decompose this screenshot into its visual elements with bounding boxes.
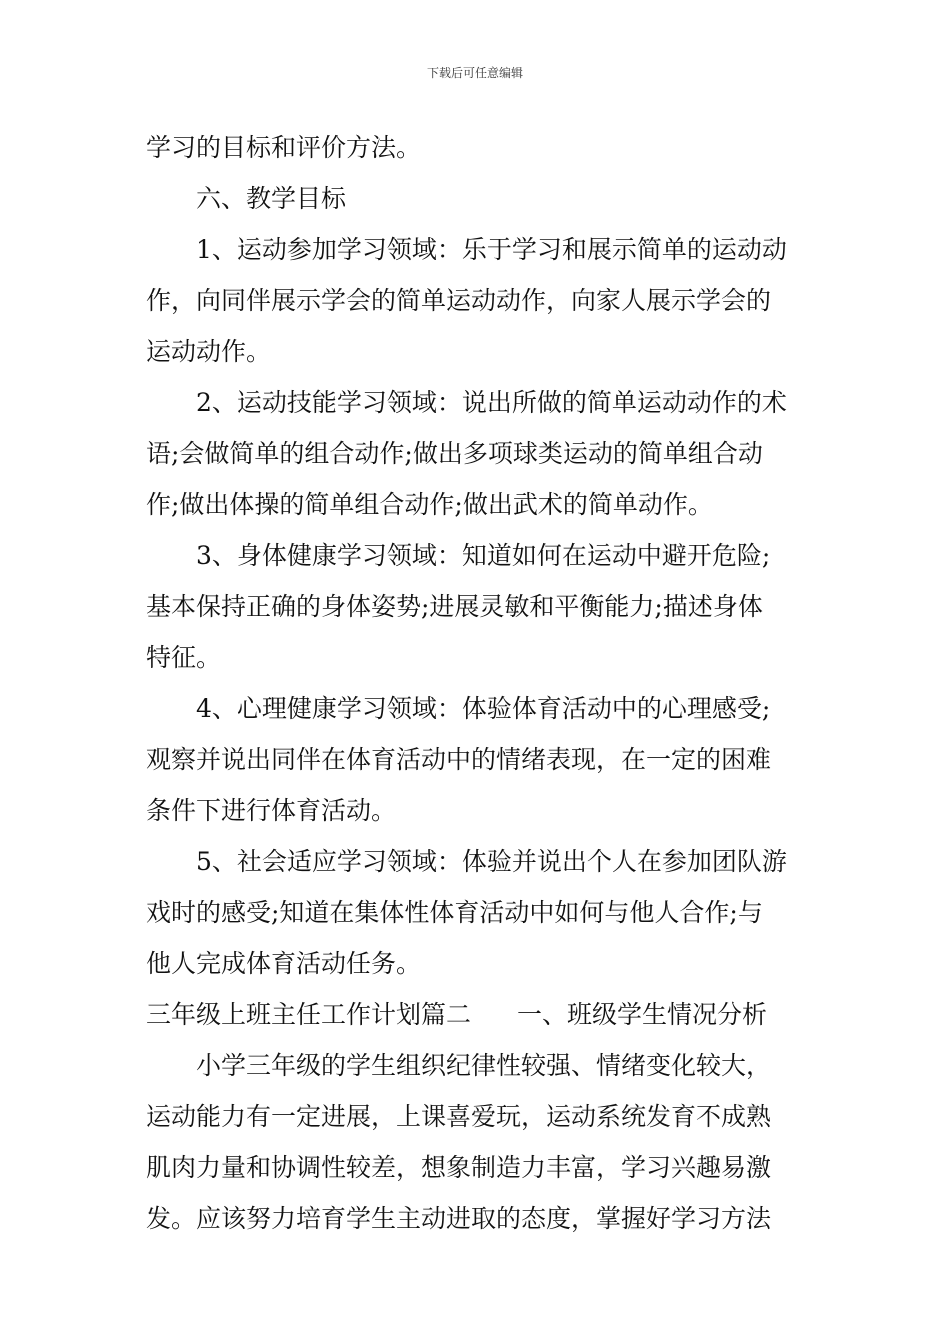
- section-heading: 一、班级学生情况分析: [517, 1000, 768, 1029]
- text-line: 基本保持正确的身体姿势;进展灵敏和平衡能力;描述身体: [146, 592, 763, 621]
- text-line: 作，向同伴展示学会的简单运动动作，向家人展示学会的: [146, 286, 772, 315]
- page-header: 下载后可任意编辑: [426, 66, 523, 80]
- text-line: 运动能力有一定进展，上课喜爱玩，运动系统发育不成熟: [146, 1102, 772, 1131]
- text-line: 1、运动参加学习领域：乐于学习和展示简单的运动动: [196, 235, 787, 264]
- text-line: 小学三年级的学生组织纪律性较强、情绪变化较大，: [196, 1051, 772, 1080]
- article-title: 三年级上班主任工作计划篇二: [146, 1000, 472, 1029]
- text-line: 作;做出体操的简单组合动作;做出武术的简单动作。: [146, 490, 713, 519]
- article-title-line: [146, 1000, 767, 1030]
- text-line: 5、社会适应学习领域：体验并说出个人在参加团队游: [196, 847, 787, 876]
- text-line: 条件下进行体育活动。: [146, 796, 397, 825]
- section-heading: 六、教学目标: [196, 184, 347, 213]
- text-line: 运动动作。: [146, 337, 272, 366]
- text-line: 2、运动技能学习领域：说出所做的简单运动动作的术: [196, 388, 787, 417]
- text-line: 3、身体健康学习领域：知道如何在运动中避开危险;: [196, 541, 771, 570]
- text-line: 观察并说出同伴在体育活动中的情绪表现，在一定的困难: [146, 745, 772, 774]
- text-line: 肌肉力量和协调性较差，想象制造力丰富，学习兴趣易激: [146, 1153, 772, 1182]
- text-line: 戏时的感受;知道在集体性体育活动中如何与他人合作;与: [146, 898, 763, 927]
- text-line: 发。应该努力培育学生主动进取的态度，掌握好学习方法: [146, 1204, 772, 1233]
- text-line: 特征。: [146, 643, 222, 672]
- text-line: 语;会做简单的组合动作;做出多项球类运动的简单组合动: [146, 439, 763, 468]
- text-line: 他人完成体育活动任务。: [146, 949, 422, 978]
- text-line: 4、心理健康学习领域：体验体育活动中的心理感受;: [196, 694, 771, 723]
- text-line: 学习的目标和评价方法。: [146, 133, 422, 162]
